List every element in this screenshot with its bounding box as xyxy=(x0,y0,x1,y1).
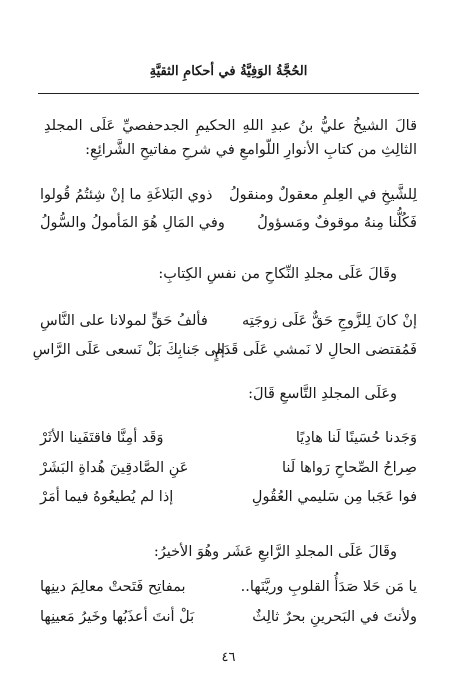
intro-paragraph: قالَ الشيخُ عليُّ بنُ عبدِ اللهِ الحكيمِ الجدحفصيِّ عَلَى المجلدِ الثالِثِ من كتابِ الأنوارِ اللّوامعِ في شرحِ مفاتيحِ الشَّرائِعِ: xyxy=(44,118,417,158)
verse-line xyxy=(40,604,417,630)
verse-line xyxy=(40,425,417,451)
section-heading: وقَالَ عَلَى مجلدِ النِّكاحِ من نفسِ الكِتابِ: xyxy=(158,266,397,282)
verse-second-hemistich: بمفاتِح فَتَحتْ معالِمَ دينِها xyxy=(40,579,186,595)
verse-second-hemistich: بَلْ أنتَ أعذَبُها وخَيرُ مَعينِها xyxy=(40,609,195,625)
verse-second-hemistich: فألفُ حَقٍّ لمولانا على النَّاسِ xyxy=(40,313,208,329)
verse-first-hemistich: إنْ كانَ لِلزَّوجِ حَقٌّ عَلَى زوجَتِه xyxy=(242,313,417,329)
verse-first-hemistich: وَجَدنا حُسَينًا لَنا هادِيًا xyxy=(295,430,417,446)
verse-second-hemistich: ذوي البَلاغَةِ ما إنْ شِئتُمُ قُولوا xyxy=(40,187,213,203)
verse-first-hemistich: يا مَن حَلا صَدَأُ القلوبِ وريَّنَها.. xyxy=(240,579,417,595)
verse-first-hemistich: فَمُقتضى الحالِ لا نَمشي عَلَى قَدَمٍ xyxy=(214,342,417,358)
verse-second-hemistich: وفي المَالِ هُوَ المَأمولُ والسُّولُ xyxy=(40,215,225,231)
verse-line xyxy=(40,308,417,334)
verse-first-hemistich: فوا عَجَبا مِن سَليمي العُقُولِ xyxy=(251,489,417,505)
verse-line xyxy=(32,337,417,363)
section-heading: وعَلَى المجلدِ التَّاسعِ قَالَ: xyxy=(248,386,397,402)
verse-line xyxy=(40,484,417,510)
verse-first-hemistich: لِلشَّيخِ في العِلمِ معقولٌ ومنقولُ xyxy=(229,187,417,203)
verse-line xyxy=(40,574,417,600)
running-header: الحُجَّةُ الوَفِيَّةُ في أحكامِ الثقيَّةِ xyxy=(149,64,308,79)
verse-line xyxy=(40,182,417,208)
verse-first-hemistich: ولأنتَ في البَحرينِ بحرٌ ثالِثٌ xyxy=(252,609,417,625)
header-rule xyxy=(38,93,419,94)
verse-second-hemistich: إلى جَنابِكَ بَلْ نَسعى عَلَى الرَّاسِ xyxy=(32,342,225,358)
verse-second-hemistich: وَقَد أمِنَّا فاقتَفَينا الأثَرْ xyxy=(40,430,164,446)
verse-first-hemistich: فَكُلُّنا مِنهُ موقوفٌ ومَسؤولُ xyxy=(257,215,417,231)
verse-second-hemistich: عَنِ الصَّادقِينَ هُداةِ البَشَرْ xyxy=(40,460,189,476)
verse-first-hemistich: صِراحُ الصِّحاحِ رَواها لَنا xyxy=(282,460,417,476)
verse-line xyxy=(40,210,417,236)
section-heading: وقَالَ عَلَى المجلدِ الرَّابعِ عَشَر وهُوَ الأخيرُ: xyxy=(153,544,397,560)
verse-second-hemistich: إذا لم يُطيعُوهُ فيما أمَرْ xyxy=(40,489,174,505)
page-number: ٤٦ xyxy=(221,650,236,665)
verse-line xyxy=(40,455,417,481)
